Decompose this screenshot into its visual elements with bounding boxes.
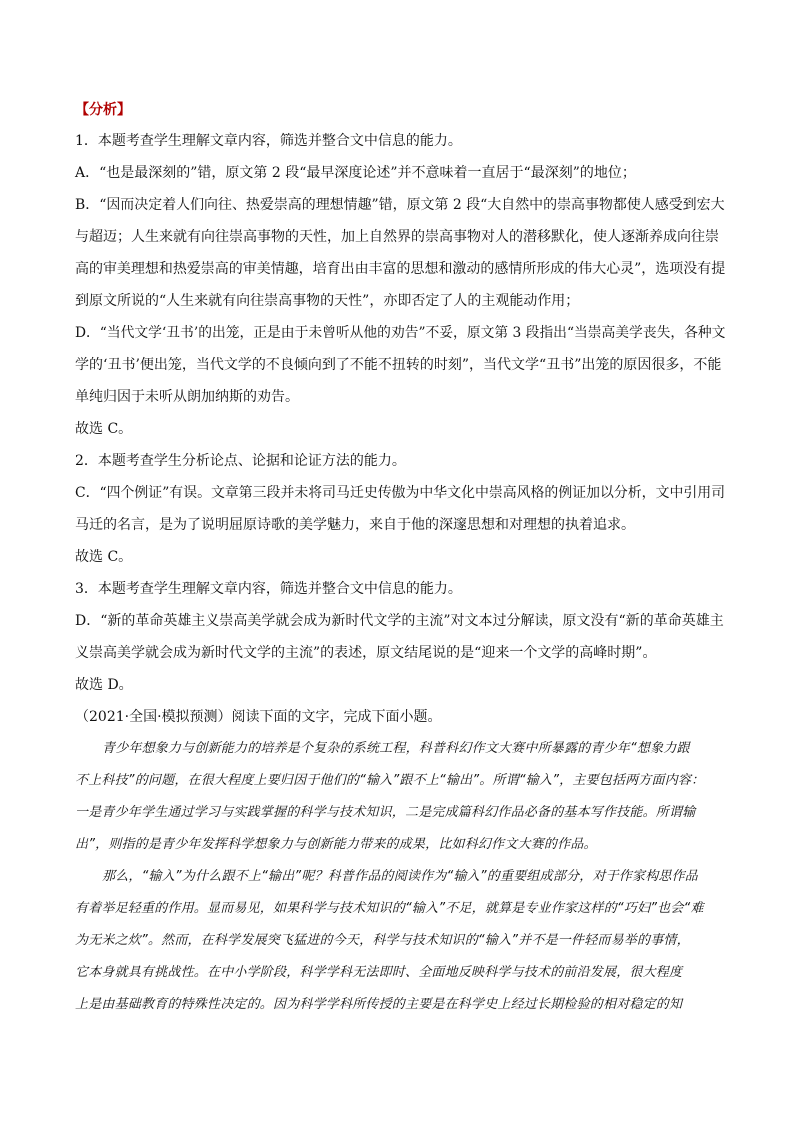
analysis-line: 3．本题考查学生理解文章内容，筛选并整合文中信息的能力。: [75, 581, 462, 597]
analysis-line: 高的审美理想和热爱崇高的审美情趣，培育出由丰富的思想和激动的感情所形成的伟大心灵”，选项没有提: [75, 261, 726, 277]
analysis-line: A．“也是最深刻的”错，原文第 2 段“最早深度论述”并不意味着一直居于“最深刻”的地位；: [75, 165, 636, 181]
passage-line: 有着举足轻重的作用。显而易见，如果科学与技术知识的“输入”不足，就算是专业作家这样的“巧妇”也会“难: [75, 901, 704, 916]
analysis-line: 义崇高美学就会成为新时代文学的主流”的表述，原文结尾说的是“迎来一个文学的高峰时期”。: [75, 645, 657, 661]
analysis-line: 单纯归因于未听从朗加纳斯的劝告。: [75, 389, 299, 405]
analysis-line: 故选 C。: [75, 549, 133, 565]
passage-line: 那么，“输入”为什么跟不上“输出”呢？科普作品的阅读作为“输入”的重要组成部分，对于作家构思作品: [102, 869, 699, 884]
analysis-line: 故选 D。: [75, 677, 133, 693]
analysis-line: C．“四个例证”有误。文章第三段并未将司马迁史传傲为中华文化中崇高风格的例证加以分析，文中引用司: [75, 485, 726, 501]
analysis-line: 学的‘丑书’便出笼，当代文学的不良倾向到了不能不扭转的时刻”，当代文学“丑书”出笼的原因很多，不能: [75, 357, 722, 373]
analysis-line: D．“当代文学‘丑书’的出笼，正是由于未曾听从他的劝告”不妥，原文第 3 段指出“当崇高美学丧失，各种文: [75, 325, 726, 341]
analysis-line: B．“因而决定着人们向往、热爱崇高的理想情趣”错，原文第 2 段“大自然中的崇高事物都使人感受到宏大: [75, 197, 725, 213]
question-source-line: （2021·全国·模拟预测）阅读下面的文字，完成下面小题。: [75, 709, 442, 725]
passage-line: 青少年想象力与创新能力的培养是个复杂的系统工程，科普科幻作文大赛中所暴露的青少年“想象力跟: [102, 741, 690, 756]
analysis-line: 到原文所说的“人生来就有向往崇高事物的天性”，亦即否定了人的主观能动作用；: [75, 293, 580, 309]
analysis-heading: 【分析】: [75, 102, 131, 118]
passage-line: 它本身就具有挑战性。在中小学阶段，科学学科无法即时、全面地反映科学与技术的前沿发展，很大程度: [75, 965, 683, 980]
passage-line: 不上科技”的问题，在很大程度上要归因于他们的“输入”跟不上“输出”。所谓“输入”，主要包括两方面内容：: [75, 773, 705, 788]
analysis-line: D．“新的革命英雄主义崇高美学就会成为新时代文学的主流”对文本过分解读，原文没有“新的革命英雄主: [75, 613, 724, 629]
passage-line: 一是青少年学生通过学习与实践掌握的科学与技术知识，二是完成篇科幻作品必备的基本写作技能。所谓输: [75, 805, 696, 820]
analysis-line: 1．本题考查学生理解文章内容，筛选并整合文中信息的能力。: [75, 133, 462, 149]
analysis-line: 马迁的名言，是为了说明屈原诗歌的美学魅力，来自于他的深邃思想和对理想的执着追求。: [75, 517, 635, 533]
analysis-line: 故选 C。: [75, 421, 133, 437]
analysis-line: 与超迈；人生来就有向往崇高事物的天性，加上自然界的崇高事物对人的潜移默化，使人逐渐养成向往崇: [75, 229, 719, 245]
passage-line: 为无米之炊”。然而，在科学发展突飞猛进的今天，科学与技术知识的“输入”并不是一件轻而易举的事情，: [75, 933, 690, 948]
passage-line: 出”，则指的是青少年发挥科学想象力与创新能力带来的成果，比如科幻作文大赛的作品。: [75, 837, 597, 852]
passage-line: 上是由基础教育的特殊性决定的。因为科学学科所传授的主要是在科学史上经过长期检验的相对稳定的知: [75, 997, 683, 1012]
analysis-line: 2．本题考查学生分析论点、论据和论证方法的能力。: [75, 453, 406, 469]
